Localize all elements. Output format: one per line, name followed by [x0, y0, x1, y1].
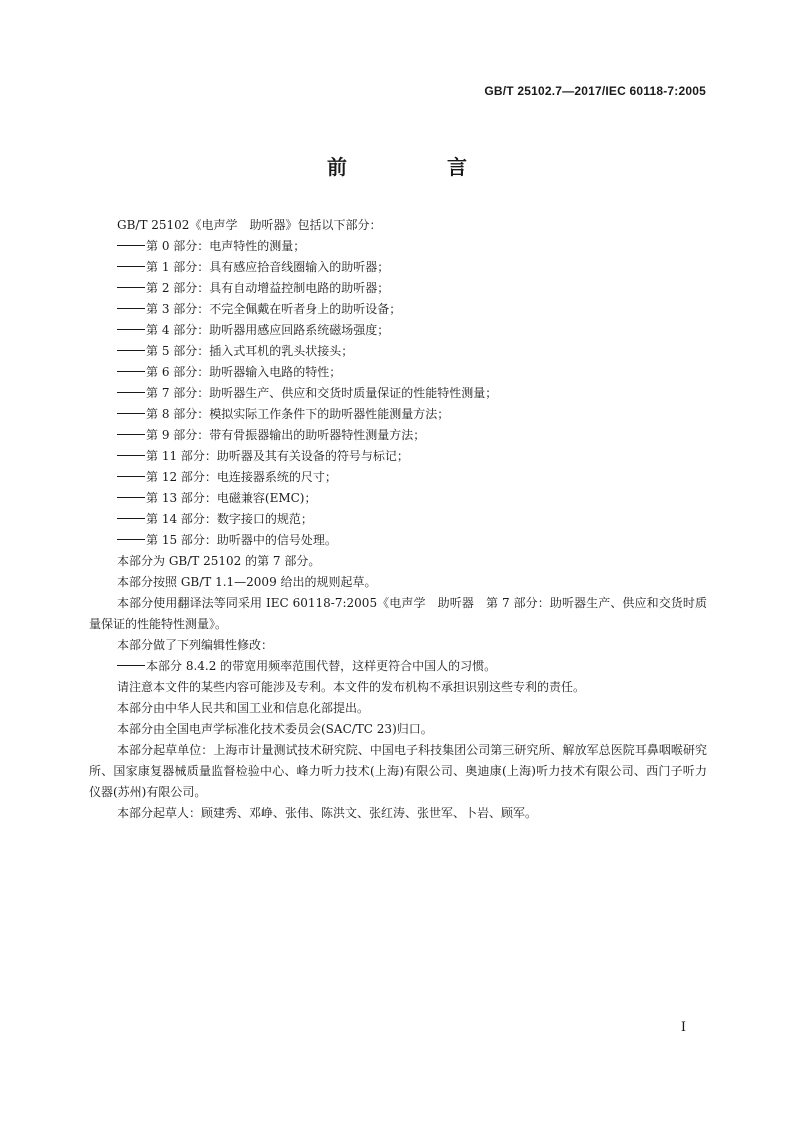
dash-mark [117, 497, 145, 498]
paragraph: 本部分由全国电声学标准化技术委员会(SAC/TC 23)归口。 [117, 722, 433, 736]
list-item: 本部分 8.4.2 的带宽用频率范围代替，这样更符合中国人的习惯。 [89, 656, 707, 677]
dash-mark [117, 413, 145, 414]
list-item: 第 12 部分：电连接器系统的尺寸； [89, 467, 707, 488]
paragraph: 本部分起草单位：上海市计量测试技术研究院、中国电子科技集团公司第三研究所、解放军总医院耳鼻咽喉研究所、国家康复器械质量监督检验中心、峰力听力技术(上海)有限公司、奥迪康(上海)听力技术有限公司、西门子听力仪器(苏州)有限公司。 [89, 743, 707, 799]
list-item: 第 5 部分：插入式耳机的乳头状接头； [89, 341, 707, 362]
dash-mark [117, 455, 145, 456]
paragraph: 本部分按照 GB/T 1.1—2009 给出的规则起草。 [117, 575, 377, 589]
dash-mark [117, 245, 145, 246]
list-item: 第 14 部分：数字接口的规范； [89, 509, 707, 530]
list-item: 第 9 部分：带有骨振器输出的助听器特性测量方法； [89, 425, 707, 446]
dash-mark [117, 539, 145, 540]
dash-mark [117, 665, 145, 666]
dash-mark [117, 329, 145, 330]
dash-mark [117, 266, 145, 267]
dash-mark [117, 392, 145, 393]
document-body [89, 215, 707, 824]
paragraph: 本部分为 GB/T 25102 的第 7 部分。 [117, 554, 321, 568]
list-item: 第 6 部分：助听器输入电路的特性； [89, 362, 707, 383]
paragraph: 本部分做了下列编辑性修改： [117, 638, 274, 652]
list-item: 第 13 部分：电磁兼容(EMC)； [89, 488, 707, 509]
list-item: 第 2 部分：具有自动增益控制电路的助听器； [89, 278, 707, 299]
dash-mark [117, 371, 145, 372]
dash-mark [117, 476, 145, 477]
list-item: 第 3 部分：不完全佩戴在听者身上的助听设备； [89, 299, 707, 320]
dash-mark [117, 434, 145, 435]
dash-mark [117, 518, 145, 519]
standard-number: GB/T 25102.7—2017/IEC 60118-7:2005 [484, 84, 706, 98]
paragraph: 本部分起草人：顾建秀、邓峥、张伟、陈洪文、张红涛、张世军、卜岩、顾军。 [117, 806, 538, 820]
paragraph: 本部分使用翻译法等同采用 IEC 60118-7:2005《电声学 助听器 第 7 部分：助听器生产、供应和交货时质量保证的性能特性测量》。 [89, 596, 707, 631]
list-item: 第 4 部分：助听器用感应回路系统磁场强度； [89, 320, 707, 341]
paragraph: 请注意本文件的某些内容可能涉及专利。本文件的发布机构不承担识别这些专利的责任。 [117, 680, 586, 694]
page-title: 前 言 [327, 155, 507, 179]
list-item: 第 7 部分：助听器生产、供应和交货时质量保证的性能特性测量； [89, 383, 707, 404]
intro-paragraph: GB/T 25102《电声学 助听器》包括以下部分： [117, 218, 382, 232]
list-item: 第 15 部分：助听器中的信号处理。 [89, 530, 707, 551]
list-item: 第 0 部分：电声特性的测量； [89, 236, 707, 257]
dash-mark [117, 287, 145, 288]
list-item: 第 8 部分：模拟实际工作条件下的助听器性能测量方法； [89, 404, 707, 425]
dash-mark [117, 350, 145, 351]
dash-mark [117, 308, 145, 309]
list-item: 第 1 部分：具有感应拾音线圈输入的助听器； [89, 257, 707, 278]
list-item: 第 11 部分：助听器及其有关设备的符号与标记； [89, 446, 707, 467]
paragraph: 本部分由中华人民共和国工业和信息化部提出。 [117, 701, 370, 715]
page-number: I [680, 1020, 686, 1035]
